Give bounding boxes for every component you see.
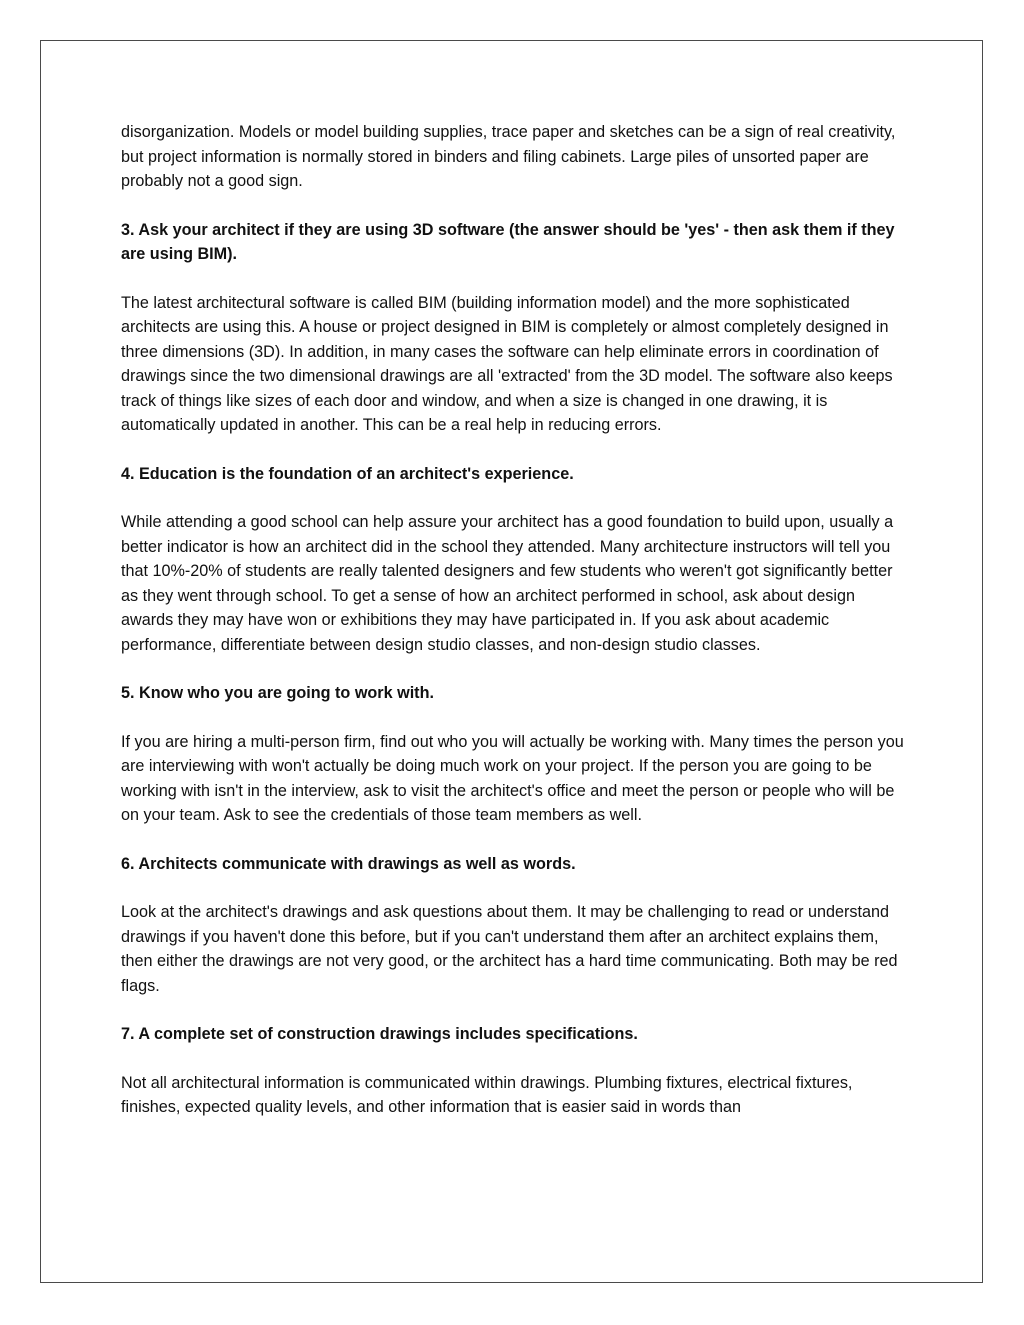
heading-education: 4. Education is the foundation of an architect's experience. <box>121 464 574 483</box>
paragraph-communicate: Look at the architect's drawings and ask questions about them. It may be challenging to read or understand drawings if you haven't done this before, but if you can't understand them after an architect explains them, then either the drawings are not very good, or the architect has a hard time communicating. Both may be red flags. <box>121 903 898 995</box>
paragraph-disorganization: disorganization. Models or model building supplies, trace paper and sketches can be a sign of real creativity, but project information is normally stored in binders and filing cabinets. Large piles of unsorted paper are probably not a good sign. <box>121 123 896 190</box>
heading-know-who: 5. Know who you are going to work with. <box>121 684 434 702</box>
paragraph-specifications: Not all architectural information is communicated within drawings. Plumbing fixtures, electrical fixtures, finishes, expected quality levels, and other information that is easier said in words than <box>121 1073 853 1116</box>
heading-3d-software: 3. Ask your architect if they are using 3D software (the answer should be 'yes' - then ask them if they are using BIM). <box>121 220 895 263</box>
heading-specifications: 7. A complete set of construction drawings includes specifications. <box>121 1025 638 1043</box>
paragraph-know-who: If you are hiring a multi-person firm, find out who you will actually be working with. Many times the person you are interviewing with won't actually be doing much work on your project. If the person you are going to be working with isn't in the interview, ask to visit the architect's office and meet the person or people who will be on your team. Ask to see the credentials of those team members as well. <box>121 732 904 824</box>
document-body <box>121 120 911 1144</box>
heading-communicate: 6. Architects communicate with drawings as well as words. <box>121 854 576 873</box>
paragraph-bim: The latest architectural software is called BIM (building information model) and the more sophisticated architects are using this. A house or project designed in BIM is completely or almost completely designed in three dimensions (3D). In addition, in many cases the software can help eliminate errors in coordination of drawings since the two dimensional drawings are all 'extracted' from the 3D model. The software also keeps track of things like sizes of each door and window, and when a size is changed in one drawing, it is automatically updated in another. This can be a real help in reducing errors. <box>121 293 893 434</box>
paragraph-education: While attending a good school can help assure your architect has a good foundation to build upon, usually a better indicator is how an architect did in the school they attended. Many architecture instructors will tell you that 10%-20% of students are really talented designers and few students who weren't got significantly better as they went through school. To get a sense of how an architect performed in school, ask about design awards they may have won or exhibitions they may have participated in. If you ask about academic performance, differentiate between design studio classes, and non-design studio classes. <box>121 513 894 654</box>
